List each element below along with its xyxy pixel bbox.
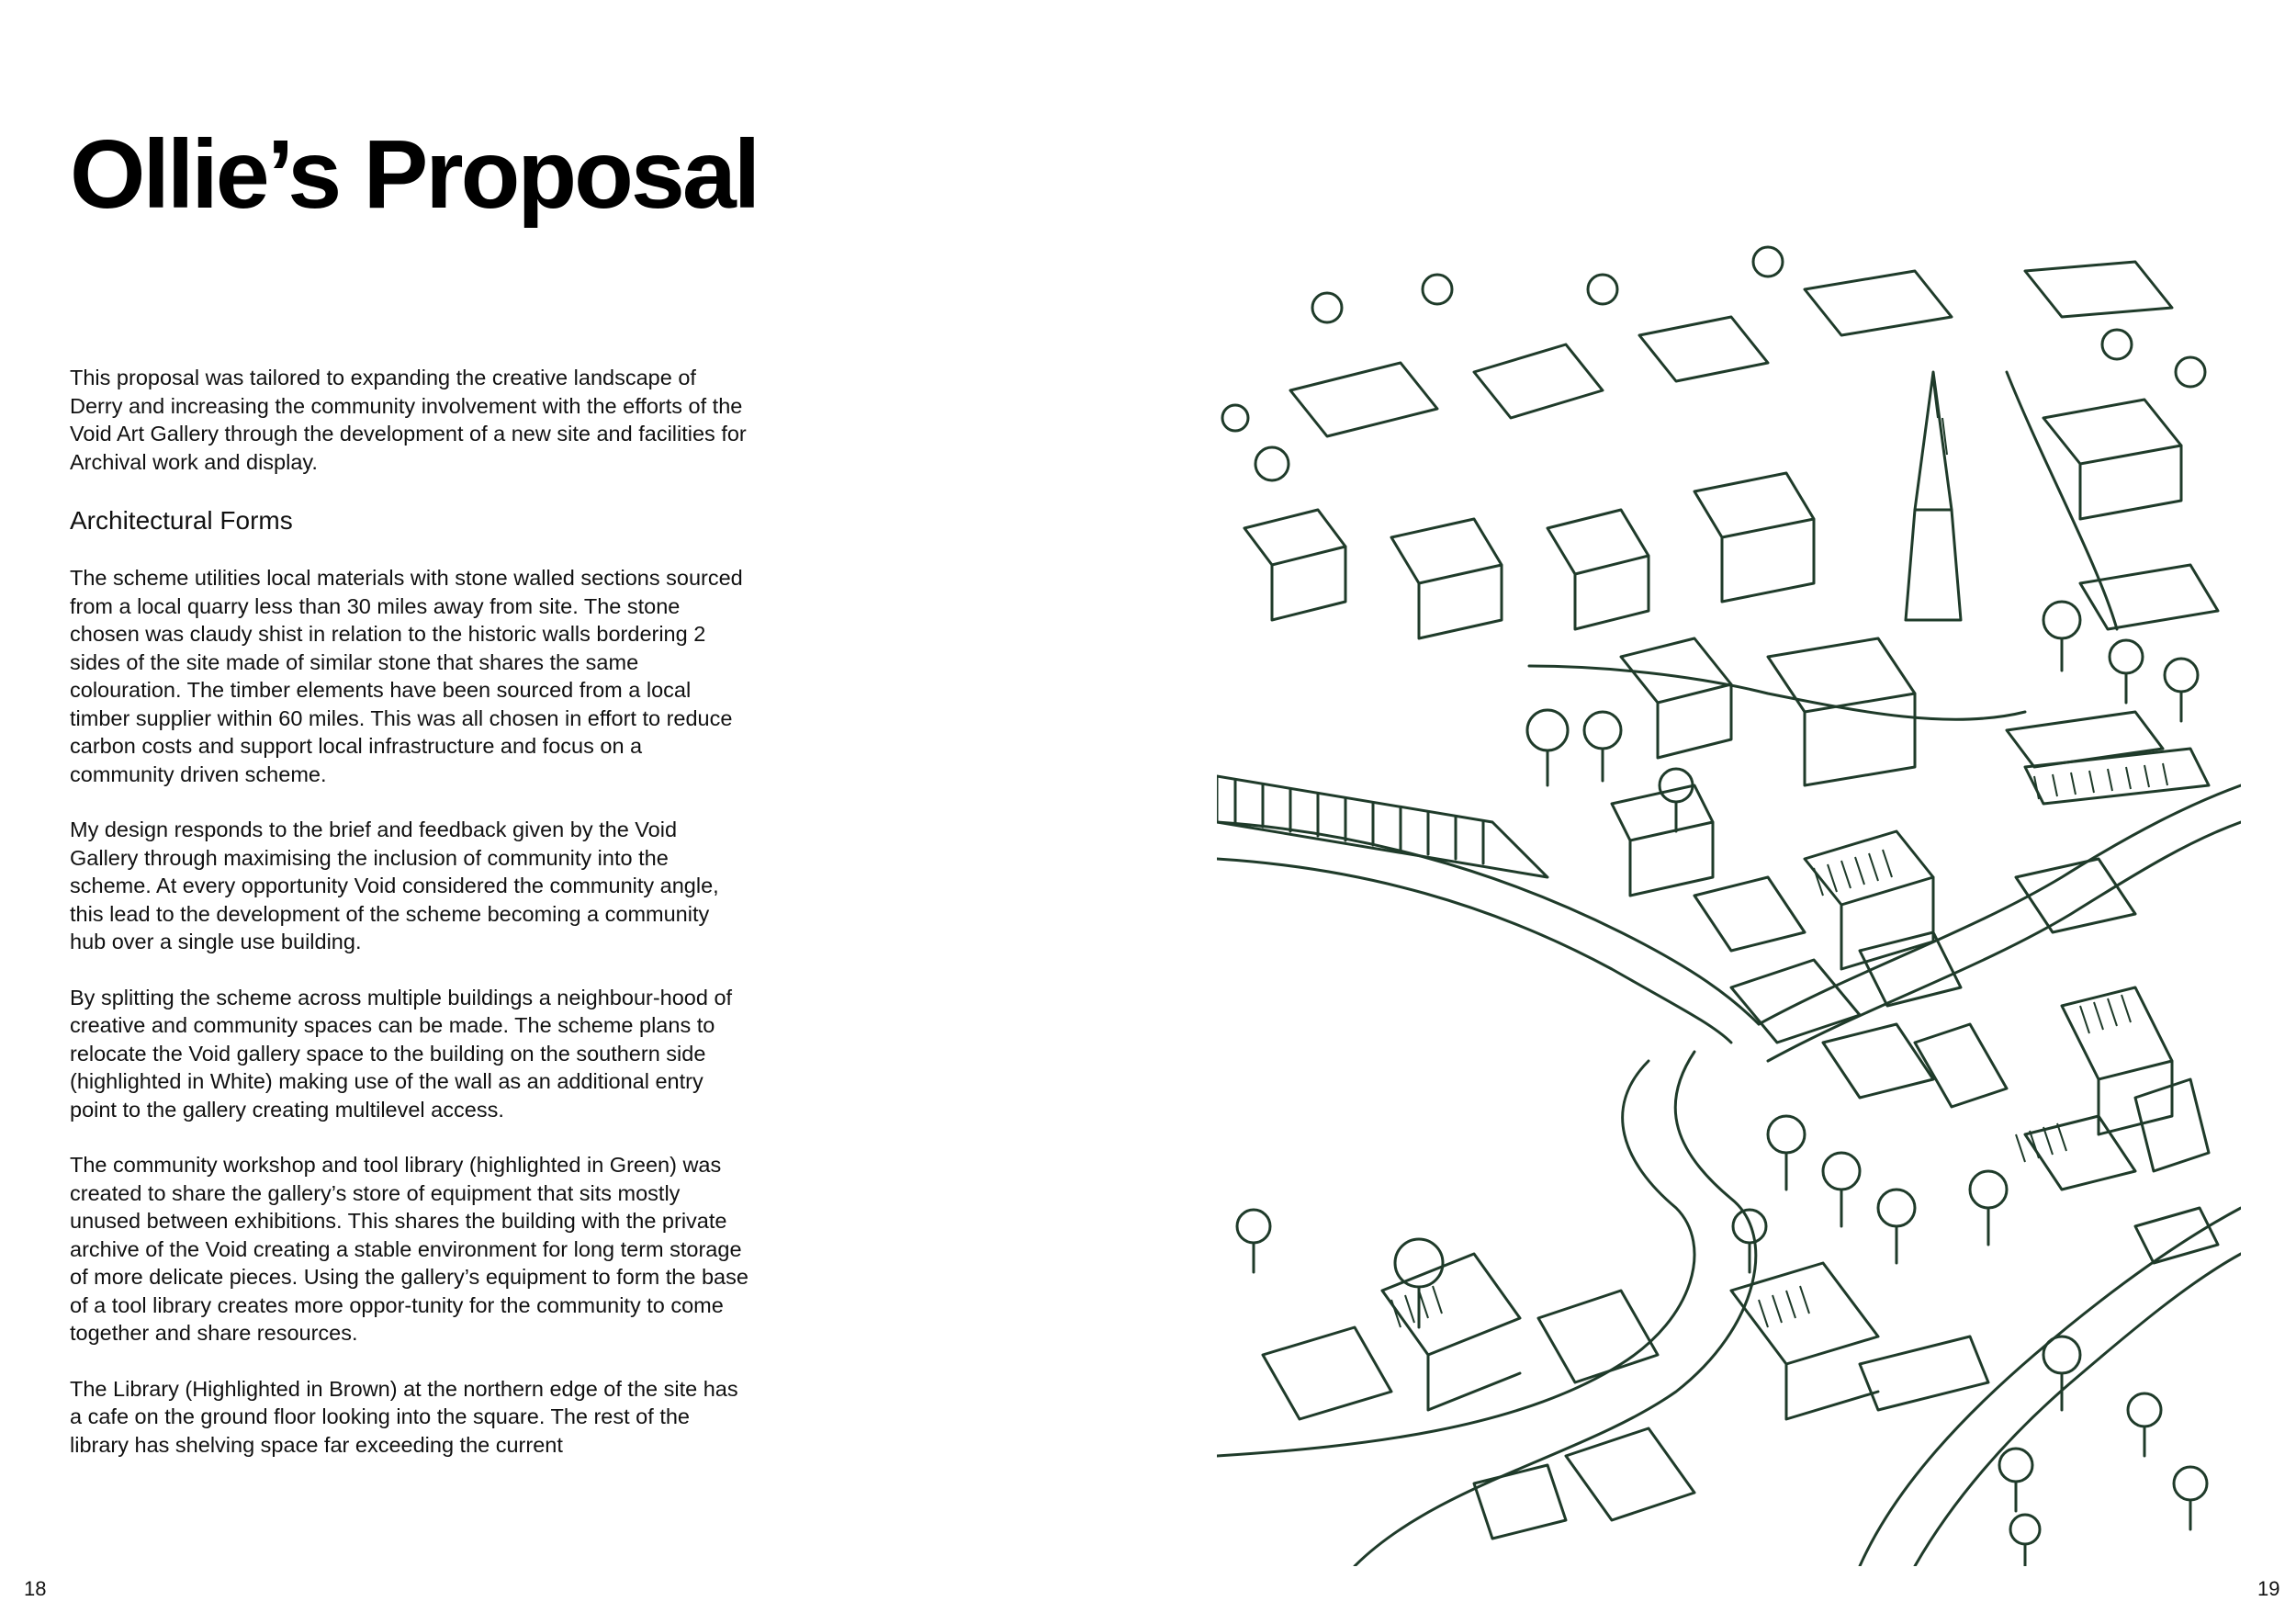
body-paragraph-workshop: The community workshop and tool library (highlighted in Green) was created to share the gallery’s store of equipment that sits mostly unused between exhibitions. This shares the building with the private archive of the Void creating a stable environment for long term storage of more delicate pieces. Using the gallery’s equipment to form the base of a tool library creates more oppor-tunity for the community to come together and share resources. <box>70 1153 748 1345</box>
intro-paragraph: This proposal was tailored to expanding the creative landscape of Derry and increasing the community involvement with the efforts of the Void Art Gallery through the development of a new site and facilities for Archival work and display. <box>70 366 747 474</box>
body-paragraph-materials: The scheme utilities local materials with stone walled sections sourced from a local quarry less than 30 miles away from site. The stone chosen was claudy shist in relation to the historic walls bordering 2 sides of the site made of similar stone that shares the same colouration. The timber elements have been sourced from a local timber supplier within 60 miles. This was all chosen in effort to reduce carbon costs and support local infrastructure and focus on a community driven scheme. <box>70 566 743 786</box>
body-paragraph-neighbourhood: By splitting the scheme across multiple buildings a neighbour-hood of creative and community spaces can be made. The scheme plans to relocate the Void gallery space to the building on the southern side (highlighted in White) making use of the wall as an additional entry point to the gallery creating multilevel access. <box>70 985 733 1122</box>
page-title: Ollie’s Proposal <box>70 120 759 229</box>
aerial-town-sketch <box>1217 234 2241 1566</box>
body-text-column <box>70 364 749 1486</box>
page-number-left: 18 <box>24 1577 47 1600</box>
page-number-right: 19 <box>2257 1577 2280 1600</box>
body-paragraph-library: The Library (Highlighted in Brown) at the northern edge of the site has a cafe on the ground floor looking into the square. The rest of the library has shelving space far exceeding the current <box>70 1376 738 1457</box>
section-heading: Architectural Forms <box>70 506 293 535</box>
body-paragraph-brief: My design responds to the brief and feedback given by the Void Gallery through maximising the inclusion of community into the scheme. At every opportunity Void considered the community angle, this lead to the development of the scheme becoming a community hub over a single use building. <box>70 818 719 953</box>
